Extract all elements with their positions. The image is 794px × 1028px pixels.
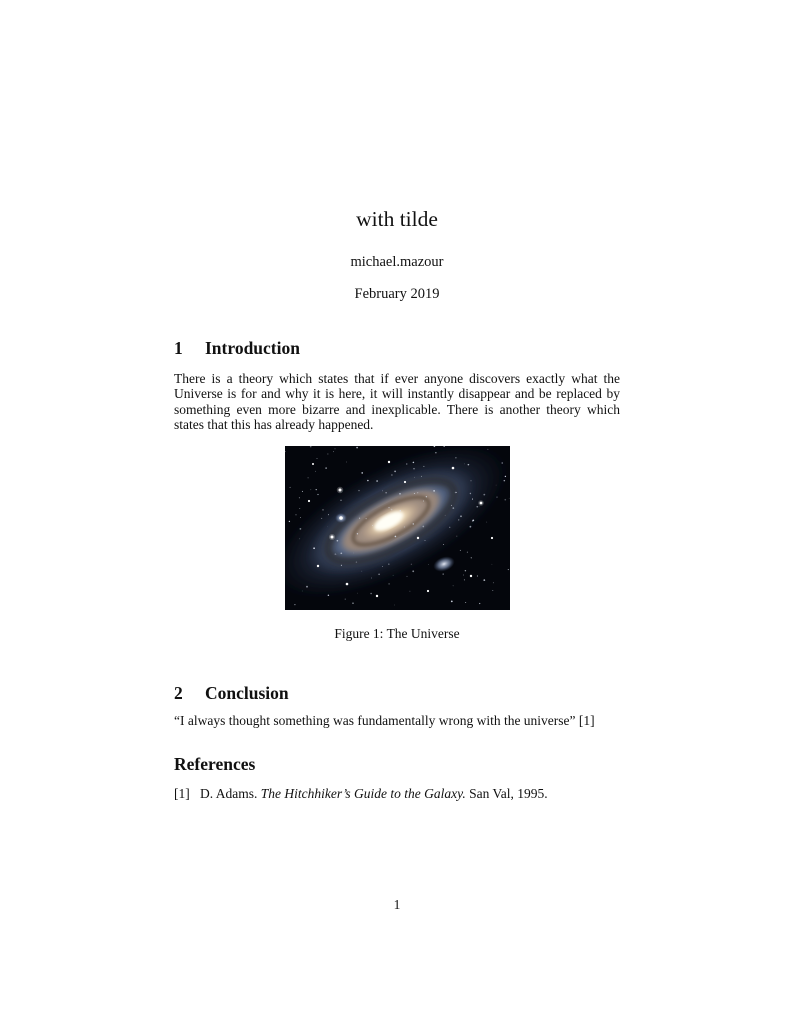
section-number: 2	[174, 683, 183, 704]
page-number: 1	[393, 897, 401, 912]
reference-authors: D. Adams.	[200, 786, 258, 802]
reference-publisher: San Val, 1995.	[469, 786, 548, 802]
andromeda-galaxy-image	[285, 446, 510, 610]
figure-caption: Figure 1: The Universe	[334, 626, 460, 642]
figure-block	[174, 446, 620, 642]
reference-label: [1]	[174, 786, 190, 802]
section-heading-introduction	[174, 337, 620, 359]
section-number: 1	[174, 338, 183, 358]
document-content	[174, 0, 620, 803]
document-date: February 2019	[354, 286, 440, 302]
introduction-paragraph: There is a theory which states that if ever anyone discovers exactly what the Universe is for and why it is here, it will instantly disappear and be replaced by something even more bizarre and inexplicable. There is another theory which states that this has already happened.	[174, 371, 620, 433]
conclusion-paragraph: “I always thought something was fundamentally wrong with the universe” [1]	[174, 713, 595, 729]
section-title: Conclusion	[205, 683, 289, 704]
reference-entry	[174, 786, 620, 803]
reference-title: The Hitchhiker’s Guide to the Galaxy.	[260, 786, 466, 802]
document-author: michael.mazour	[350, 254, 444, 270]
document-title: with tilde	[356, 207, 438, 231]
section-heading-conclusion	[174, 682, 620, 704]
references-heading: References	[174, 754, 256, 775]
section-title: Introduction	[205, 338, 300, 358]
reference-text	[200, 786, 548, 803]
